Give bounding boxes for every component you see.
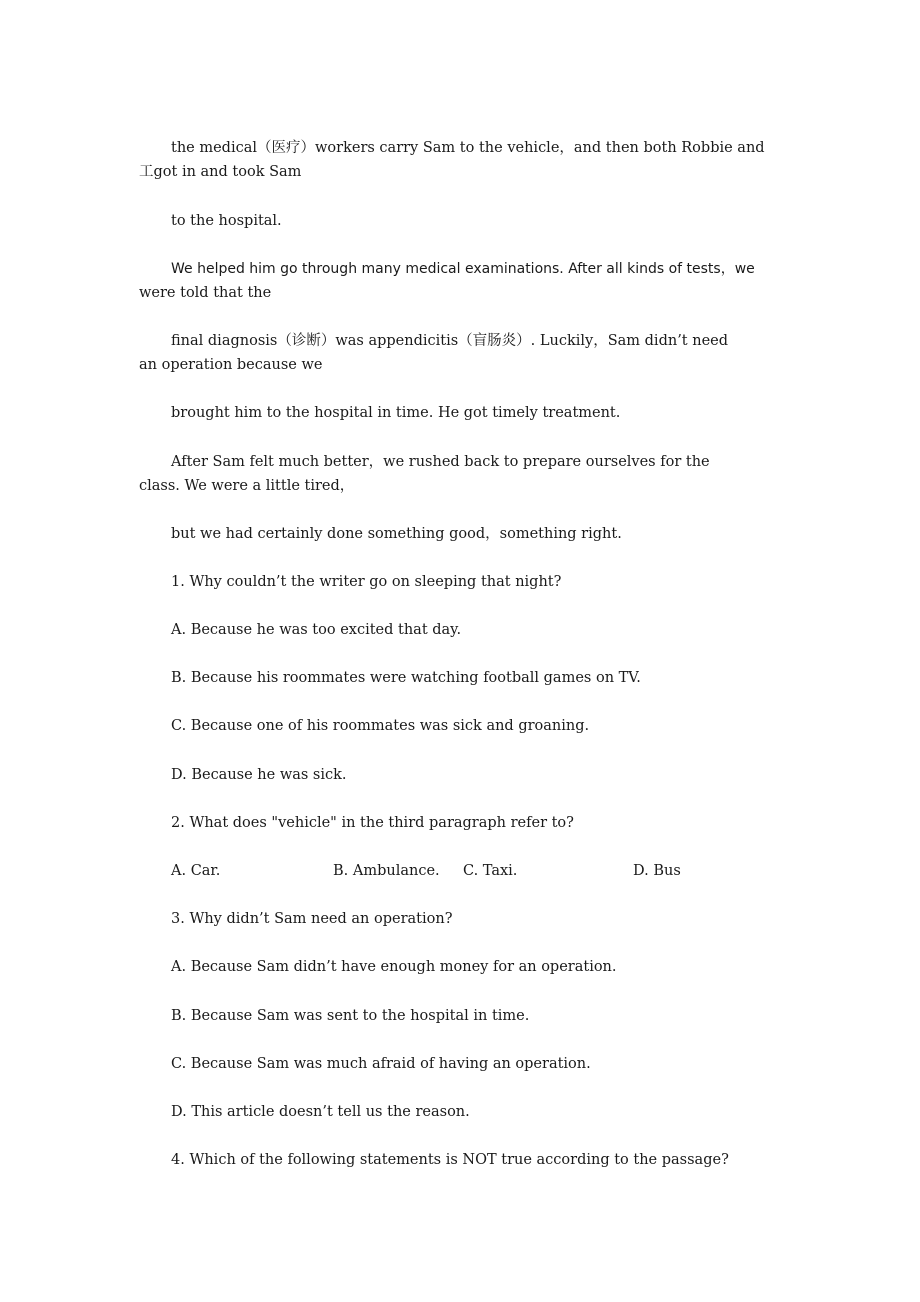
question-1-option-a: A. Because he was too excited that day. xyxy=(171,622,462,638)
paragraph-4-line-2: class. We were a little tired， xyxy=(139,478,355,494)
question-3-option-b: B. Because Sam was sent to the hospital in time. xyxy=(171,1008,530,1024)
paragraph-4-line-3: but we had certainly done something good，something right. xyxy=(171,526,622,542)
question-3-option-c: C. Because Sam was much afraid of having an operation. xyxy=(171,1056,591,1072)
paragraph-3-line-3: brought him to the hospital in time. He got timely treatment. xyxy=(171,405,621,421)
paragraph-4 xyxy=(139,450,801,498)
question-3-option-a: A. Because Sam didn’t have enough money for an operation. xyxy=(171,959,617,975)
question-1-option-c: C. Because one of his roommates was sick and groaning. xyxy=(171,718,590,734)
paragraph-4-line-1: After Sam felt much better，we rushed back to prepare ourselves for the xyxy=(171,454,710,470)
paragraph-2-line-2: were told that the xyxy=(139,285,272,301)
paragraph-3-line-1: final diagnosis（诊断）was appendicitis（盲肠炎）. Luckily，Sam didn’t need xyxy=(171,333,729,349)
question-2-option-b: B. Ambulance. xyxy=(333,863,440,879)
question-2-option-c: C. Taxi. xyxy=(463,863,518,879)
paragraph-3 xyxy=(139,329,801,377)
question-2-option-d: D. Bus xyxy=(633,863,681,879)
paragraph-1-line-3: to the hospital. xyxy=(171,213,282,229)
question-3-option-d: D. This article doesn’t tell us the reason. xyxy=(171,1104,470,1120)
question-3-stem: 3. Why didn’t Sam need an operation? xyxy=(171,911,453,927)
question-1-stem: 1. Why couldn’t the writer go on sleeping that night? xyxy=(171,574,562,590)
question-2-stem: 2. What does "vehicle" in the third paragraph refer to? xyxy=(171,815,574,831)
question-4-stem: 4. Which of the following statements is NOT true according to the passage? xyxy=(171,1152,729,1168)
paragraph-3-line-2: an operation because we xyxy=(139,357,323,373)
question-1-option-b: B. Because his roommates were watching football games on TV. xyxy=(171,670,641,686)
question-2-option-a: A. Car. xyxy=(171,863,221,879)
paragraph-1-line-2: 工got in and took Sam xyxy=(139,164,302,180)
paragraph-1 xyxy=(139,136,801,184)
paragraph-2-line-1: We helped him go through many medical examinations. After all kinds of tests，we xyxy=(171,261,755,277)
question-1-option-d: D. Because he was sick. xyxy=(171,767,347,783)
paragraph-1-line-1: the medical（医疗）workers carry Sam to the vehicle，and then both Robbie and xyxy=(171,140,765,156)
paragraph-2 xyxy=(139,257,801,305)
